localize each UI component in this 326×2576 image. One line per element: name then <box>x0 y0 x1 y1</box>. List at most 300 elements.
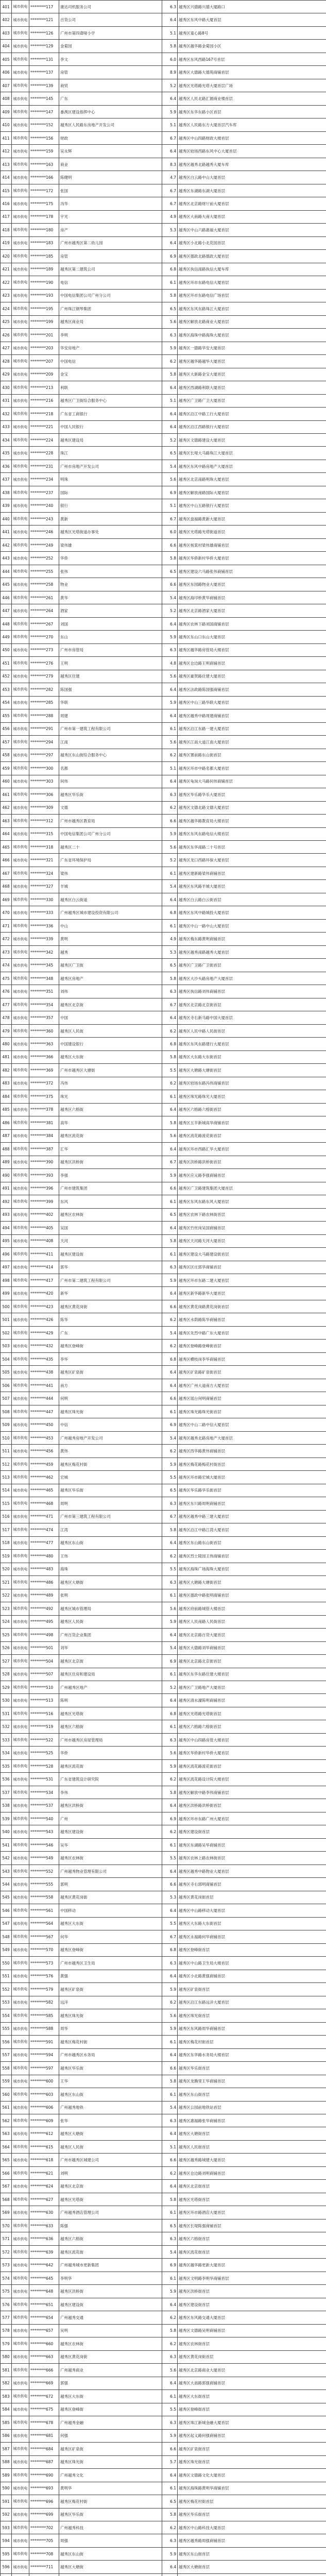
category-cell: 城市供电 <box>12 2193 29 2206</box>
account-id-cell: ********441 <box>29 1379 59 1392</box>
table-row <box>1 302 326 315</box>
row-number: 539 <box>1 1812 12 1825</box>
row-number: 569 <box>1 2206 12 2219</box>
address-cell: 越秀区江南大道江南大厦首层 <box>178 736 326 749</box>
account-id-cell: ********276 <box>29 657 59 670</box>
table-row <box>1 749 326 761</box>
capacity-cell: 5.6 <box>162 736 178 749</box>
table-row <box>1 118 326 131</box>
address-cell: 越秀区洪桥路洪桥街首层 <box>178 1799 326 1812</box>
customer-name-cell: 刘华 <box>59 1641 162 1654</box>
customer-name-cell: 江南 <box>59 736 162 749</box>
account-id-cell: ********183 <box>29 236 59 249</box>
table-row <box>1 1773 326 1786</box>
category-cell: 城市供电 <box>12 2455 29 2468</box>
address-cell: 越秀区光塔路光塔街道首层 <box>178 526 326 538</box>
table-row <box>1 2311 326 2324</box>
capacity-cell: 6.1 <box>162 2272 178 2284</box>
address-cell: 越秀区童心路8号 <box>178 26 326 39</box>
account-id-cell: ********633 <box>29 2219 59 2232</box>
account-id-cell: ********513 <box>29 1694 59 1707</box>
address-cell: 越秀区豪贤路住建大厦首层 <box>178 670 326 683</box>
table-row <box>1 250 326 263</box>
capacity-cell: 6.1 <box>162 722 178 735</box>
category-cell: 城市供电 <box>12 158 29 171</box>
address-cell: 越秀区越秀中路物业大厦首层 <box>178 1865 326 1877</box>
address-cell: 越秀区长堤大马路珠江大厦首层 <box>178 447 326 460</box>
row-number: 422 <box>1 276 12 289</box>
row-number: 514 <box>1 1484 12 1497</box>
address-cell: 越秀区建设六马路张伟商铺首层 <box>178 565 326 578</box>
category-cell: 城市供电 <box>12 2495 29 2508</box>
category-cell: 城市供电 <box>12 985 29 998</box>
capacity-cell: 6.4 <box>162 1379 178 1392</box>
table-row <box>1 1759 326 1772</box>
category-cell: 城市供电 <box>12 408 29 420</box>
row-number: 515 <box>1 1497 12 1510</box>
row-number <box>1 2573 12 2576</box>
address-cell: 越秀区德政北路德政大厦首层 <box>178 250 326 263</box>
row-number: 487 <box>1 1129 12 1142</box>
category-cell: 城市供电 <box>12 276 29 289</box>
capacity-cell: 4.9 <box>162 210 178 223</box>
account-id-cell: ********288 <box>29 709 59 722</box>
address-cell: 越秀区应元路李强商铺首层 <box>178 1169 326 1182</box>
capacity-cell: 6.1 <box>162 1668 178 1681</box>
customer-name-cell: 文德 <box>59 801 162 814</box>
address-cell: 越秀区越华路越华大厦首层 <box>178 355 326 368</box>
table-row <box>1 224 326 236</box>
customer-name-cell: 金宝 <box>59 368 162 381</box>
account-id-cell: ********492 <box>29 1602 59 1615</box>
customer-name-cell: 越秀区东山街 <box>59 1536 162 1549</box>
capacity-cell: 6.4 <box>162 709 178 722</box>
address-cell: 越秀区黄花岗街首层 <box>178 1891 326 1904</box>
capacity-cell: 6.2 <box>162 1077 178 1090</box>
account-id-cell: ********456 <box>29 1445 59 1458</box>
account-id-cell: ********639 <box>29 2245 59 2258</box>
address-cell: 越秀区人民南路人民街首层 <box>178 1615 326 1628</box>
address-cell: 越秀区惠福路张华商铺首层 <box>178 2114 326 2127</box>
account-id-cell: ********315 <box>29 827 59 840</box>
row-number: 542 <box>1 1852 12 1865</box>
customer-name-cell: 名都 <box>59 762 162 775</box>
account-id-cell: ********654 <box>29 2311 59 2324</box>
capacity-cell: 6.2 <box>162 1445 178 1458</box>
customer-name-cell: 远洋 <box>59 1996 162 2009</box>
row-number: 466 <box>1 854 12 867</box>
address-cell: 越秀区较场东路冯伟商铺首层 <box>178 1077 326 1090</box>
customer-name-cell: 周明 <box>59 1497 162 1510</box>
row-number: 407 <box>1 79 12 92</box>
category-cell: 城市供电 <box>12 775 29 788</box>
customer-name-cell: 宇光 <box>59 210 162 223</box>
table-row <box>1 1930 326 1943</box>
account-id-cell: ********582 <box>29 1996 59 2009</box>
category-cell: 城市供电 <box>12 53 29 65</box>
address-cell: 越秀区长堤陈强商铺首层 <box>178 2219 326 2232</box>
address-cell: 越秀区人民北路汇源商业楼首层 <box>178 92 326 105</box>
address-cell: 越秀区北京路北京街首层 <box>178 998 326 1011</box>
capacity-cell: 6.4 <box>162 1143 178 1156</box>
address-cell: 越秀区珠光路珠光大厦首层 <box>178 1090 326 1103</box>
account-id-cell: ********510 <box>29 1681 59 1694</box>
category-cell: 城市供电 <box>12 1208 29 1221</box>
category-cell: 城市供电 <box>12 643 29 656</box>
account-id-cell: ********180 <box>29 224 59 236</box>
customer-name-cell: 华侨 <box>59 1747 162 1759</box>
address-cell: 越秀区越华路教育局大楼首层 <box>178 815 326 827</box>
customer-name-cell: 陈强 <box>59 2219 162 2232</box>
customer-name-cell: 越秀区梅花村街 <box>59 2036 162 2048</box>
row-number: 442 <box>1 538 12 551</box>
capacity-cell: 5.8 <box>162 2324 178 2337</box>
capacity-cell: 5.8 <box>162 1786 178 1799</box>
category-cell: 城市供电 <box>12 1707 29 1720</box>
address-cell: 越秀区珠江新城金融大厦首层 <box>178 2416 326 2429</box>
table-row <box>1 66 326 79</box>
address-cell: 越秀区中山二路中信大厦首层 <box>178 1418 326 1431</box>
table-row <box>1 394 326 407</box>
customer-name-cell: 越秀区建设局 <box>59 433 162 446</box>
address-cell: 越秀区环市路宏城大厦首层 <box>178 1471 326 1484</box>
customer-name-cell: 越秀区登峰街 <box>59 1943 162 1956</box>
row-number: 480 <box>1 1038 12 1050</box>
capacity-cell: 4.8 <box>162 657 178 670</box>
table-row <box>1 342 326 354</box>
address-cell: 越秀区竹丝岗吴国商铺首层 <box>178 1222 326 1234</box>
address-cell: 越秀区杨箕村梁伟雄商铺首层 <box>178 538 326 551</box>
customer-name-cell: 越秀区光塔街道办事处 <box>59 526 162 538</box>
customer-name-cell: 王明 <box>59 657 162 670</box>
table-row <box>1 1458 326 1470</box>
account-id-cell: ********121 <box>29 13 59 26</box>
customer-name-cell: 广州越秀区地产 <box>59 1681 162 1694</box>
row-number: 513 <box>1 1471 12 1484</box>
category-cell: 城市供电 <box>12 2154 29 2166</box>
table-row <box>1 2166 326 2179</box>
row-number: 494 <box>1 1222 12 1234</box>
capacity-cell: 6.4 <box>162 408 178 420</box>
address-cell: 越秀区农林上路农林街首层 <box>178 1852 326 1865</box>
address-cell: 越秀区广卫路地产大厦首层 <box>178 1681 326 1694</box>
category-cell: 城市供电 <box>12 1156 29 1168</box>
row-number: 575 <box>1 2285 12 2298</box>
account-id-cell: ********126 <box>29 26 59 39</box>
capacity-cell: 6.3 <box>162 1733 178 1746</box>
account-id-cell: ********234 <box>29 473 59 486</box>
table-row <box>1 670 326 683</box>
address-cell: 越秀区黄花岗街首层 <box>178 2350 326 2363</box>
category-cell: 城市供电 <box>12 1300 29 1313</box>
row-number: 576 <box>1 2298 12 2311</box>
capacity-cell: 6.4 <box>162 420 178 433</box>
row-number: 508 <box>1 1405 12 1418</box>
address-cell: 越秀区海珠路黄明华商铺首层 <box>178 2482 326 2495</box>
account-id-cell: ********480 <box>29 1550 59 1563</box>
row-number: 426 <box>1 329 12 342</box>
table-row <box>1 1615 326 1628</box>
capacity-cell: 5.2 <box>162 79 178 92</box>
table-row <box>1 1563 326 1575</box>
table-row <box>1 473 326 486</box>
table-row <box>1 565 326 578</box>
capacity-cell: 5.2 <box>162 854 178 867</box>
row-number: 478 <box>1 1011 12 1024</box>
category-cell: 城市供电 <box>12 1878 29 1891</box>
capacity-cell: 6.6 <box>162 2154 178 2166</box>
category-cell: 城市供电 <box>12 1182 29 1195</box>
account-id-cell: ********255 <box>29 565 59 578</box>
category-cell: 城市供电 <box>12 250 29 263</box>
customer-name-cell: 越秀区矿泉街 <box>59 1983 162 1996</box>
customer-name-cell: 越秀区大东街 <box>59 2390 162 2403</box>
table-row <box>1 2193 326 2206</box>
capacity-cell: 6.2 <box>162 1773 178 1786</box>
customer-name-cell: 张伟 <box>59 565 162 578</box>
customer-name-cell: 珠光 <box>59 1090 162 1103</box>
table-row <box>1 420 326 433</box>
address-cell: 越秀区梅花村街首层 <box>178 2495 326 2508</box>
capacity-cell: 6.3 <box>162 1497 178 1510</box>
capacity-cell: 5.1 <box>162 394 178 407</box>
customer-name-cell: 越秀区六榕街 <box>59 2232 162 2245</box>
table-row <box>1 1445 326 1458</box>
account-id-cell: ********300 <box>29 762 59 775</box>
row-number: 549 <box>1 1943 12 1956</box>
capacity-cell: 6.1 <box>162 867 178 879</box>
capacity-cell: 6.2 <box>162 1313 178 1326</box>
account-id-cell: ********621 <box>29 2166 59 2179</box>
capacity-cell: 6.4 <box>162 1629 178 1641</box>
capacity-cell: 6.5 <box>162 2495 178 2508</box>
customer-name-cell: 广州市越秀区房屋管理局 <box>59 1733 162 1746</box>
row-number: 477 <box>1 998 12 1011</box>
capacity-cell: 6.4 <box>162 1103 178 1116</box>
customer-name-cell: 南方 <box>59 1379 162 1392</box>
address-cell: 越秀区天河路天河大厦首层 <box>178 1234 326 1247</box>
table-row <box>1 617 326 630</box>
address-cell: 越秀区越华路更新大厦首层 <box>178 2259 326 2272</box>
row-number: 434 <box>1 433 12 446</box>
account-id-cell: ********705 <box>29 2534 59 2547</box>
category-cell: 城市供电 <box>12 1103 29 1116</box>
row-number: 481 <box>1 1050 12 1063</box>
category-cell: 城市供电 <box>12 959 29 972</box>
address-cell: 越秀区六榕路六榕街首层 <box>178 1720 326 1733</box>
row-number: 574 <box>1 2272 12 2284</box>
address-cell: 越秀区大新路金宝大厦首层 <box>178 368 326 381</box>
table-row <box>1 1090 326 1103</box>
capacity-cell: 6.4 <box>162 1865 178 1877</box>
table-row <box>1 105 326 118</box>
category-cell: 城市供电 <box>12 381 29 394</box>
category-cell: 城市供电 <box>12 145 29 158</box>
customer-name-cell: 刘国 <box>59 617 162 630</box>
table-row <box>1 1668 326 1681</box>
address-cell: 越秀区广卫路建筑集团大厦首层 <box>178 1182 326 1195</box>
row-number: 493 <box>1 1208 12 1221</box>
account-id-cell: ********348 <box>29 972 59 985</box>
address-cell: 越秀区仓边路刘明商铺首层 <box>178 2166 326 2179</box>
address-cell: 越秀区东风中路大厦首层 <box>178 13 326 26</box>
customer-name-cell: 明珠 <box>59 473 162 486</box>
capacity-cell: 5.1 <box>162 118 178 131</box>
capacity-cell: 6.5 <box>162 2219 178 2232</box>
table-row <box>1 2245 326 2258</box>
table-row <box>1 919 326 932</box>
customer-name-cell: 金菊园 <box>59 40 162 53</box>
address-cell: 越秀区流花路设计院大楼首层 <box>178 1773 326 1786</box>
row-number: 507 <box>1 1392 12 1405</box>
category-cell: 城市供电 <box>12 302 29 315</box>
category-cell: 城市供电 <box>12 1983 29 1996</box>
table-row <box>1 2561 326 2573</box>
account-id-cell: ********309 <box>29 801 59 814</box>
customer-name-cell: 海珠 <box>59 1563 162 1575</box>
account-id-cell: ********381 <box>29 1116 59 1129</box>
customer-name-cell: 广州越秀文化 <box>59 2469 162 2482</box>
customer-name-cell: 东山 <box>59 631 162 643</box>
row-number: 509 <box>1 1418 12 1431</box>
address-cell: 越秀区建设街首层 <box>178 2298 326 2311</box>
capacity-cell: 6.8 <box>162 1038 178 1050</box>
row-number: 449 <box>1 631 12 643</box>
category-cell: 城市供电 <box>12 289 29 302</box>
row-number: 586 <box>1 2429 12 2442</box>
row-number: 504 <box>1 1352 12 1365</box>
capacity-cell: 6.0 <box>162 526 178 538</box>
customer-name-cell: 商贸 <box>59 79 162 92</box>
row-number: 419 <box>1 236 12 249</box>
customer-name-cell: 房管 <box>59 250 162 263</box>
address-cell: 越秀区执信路刘伟商铺首层 <box>178 985 326 998</box>
address-cell: 越秀区文德路文化大厦首层 <box>178 2469 326 2482</box>
capacity-cell: 6.8 <box>162 1707 178 1720</box>
capacity-cell: 6.6 <box>162 1878 178 1891</box>
capacity-cell: 6.8 <box>162 1352 178 1365</box>
address-cell: 越秀区公园前地铁站首层 <box>178 2101 326 2114</box>
table-row <box>1 1536 326 1549</box>
customer-name-cell: 越秀区东山街 <box>59 2547 162 2560</box>
category-cell: 城市供电 <box>12 1024 29 1037</box>
table-row <box>1 2154 326 2166</box>
row-number: 533 <box>1 1733 12 1746</box>
capacity-cell: 6.7 <box>162 1510 178 1523</box>
address-cell: 越秀区起义路何强商铺首层 <box>178 2429 326 2442</box>
account-id-cell: ********483 <box>29 1563 59 1575</box>
table-row <box>1 1484 326 1497</box>
account-id-cell: ********363 <box>29 1038 59 1050</box>
customer-name-cell: 越秀区流花街 <box>59 1759 162 1772</box>
capacity-cell: 6.4 <box>162 2048 178 2061</box>
address-cell: 越秀区六榕街首层 <box>178 2232 326 2245</box>
table-row <box>1 1024 326 1037</box>
customer-name-cell: 陈明 <box>59 1694 162 1707</box>
account-id-cell: ********369 <box>29 1064 59 1077</box>
table-row <box>1 722 326 735</box>
row-number: 429 <box>1 368 12 381</box>
table-row <box>1 1222 326 1234</box>
table-row <box>1 1208 326 1221</box>
capacity-cell: 5.4 <box>162 880 178 893</box>
address-cell: 越秀区登峰街首层 <box>178 1943 326 1956</box>
customer-name-cell: 广东 <box>59 92 162 105</box>
category-cell: 城市供电 <box>12 2350 29 2363</box>
capacity-cell: 5.9 <box>162 2285 178 2298</box>
capacity-cell: 6.4 <box>162 2180 178 2193</box>
category-cell: 城市供电 <box>12 945 29 958</box>
row-number: 560 <box>1 2088 12 2101</box>
category-cell: 城市供电 <box>12 657 29 670</box>
account-id-cell: ********501 <box>29 1641 59 1654</box>
table-row <box>1 1878 326 1891</box>
table-row <box>1 329 326 342</box>
capacity-cell: 6.4 <box>162 92 178 105</box>
table-row <box>1 381 326 394</box>
row-number: 421 <box>1 263 12 276</box>
account-id-cell: ********345 <box>29 959 59 972</box>
table-row <box>1 2337 326 2350</box>
capacity-cell: 5.5 <box>162 1852 178 1865</box>
account-id-cell: ********166 <box>29 171 59 184</box>
table-row <box>1 1576 326 1589</box>
row-number: 554 <box>1 2009 12 2022</box>
address-cell: 越秀区大南路大南大厦首层 <box>178 210 326 223</box>
row-number: 562 <box>1 2114 12 2127</box>
customer-name-cell: 越秀区房地产 <box>59 972 162 985</box>
capacity-cell: 6.4 <box>162 381 178 394</box>
category-cell: 城市供电 <box>12 1602 29 1615</box>
account-id-cell: ********579 <box>29 1983 59 1996</box>
row-number: 457 <box>1 736 12 749</box>
account-id-cell: ********651 <box>29 2298 59 2311</box>
row-number: 563 <box>1 2127 12 2140</box>
customer-name-cell: 中山 <box>59 919 162 932</box>
table-row <box>1 1799 326 1812</box>
category-cell: 城市供电 <box>12 1536 29 1549</box>
row-number: 413 <box>1 158 12 171</box>
customer-name-cell: 冯华 <box>59 197 162 210</box>
address-cell: 越秀区越秀路城建大厦首层 <box>178 2154 326 2166</box>
capacity-cell: 5.9 <box>162 1615 178 1628</box>
category-cell: 城市供电 <box>12 1366 29 1379</box>
category-cell: 城市供电 <box>12 591 29 604</box>
category-cell: 城市供电 <box>12 552 29 565</box>
table-row <box>1 433 326 446</box>
capacity-cell: 6.8 <box>162 906 178 919</box>
category-cell <box>12 2573 29 2576</box>
address-cell: 越秀区中山五路银行大厦首层 <box>178 499 326 512</box>
account-id-cell: ********693 <box>29 2482 59 2495</box>
row-number: 463 <box>1 815 12 827</box>
category-cell: 城市供电 <box>12 1458 29 1470</box>
account-id-cell: ********612 <box>29 2127 59 2140</box>
account-id-cell: ********321 <box>29 854 59 867</box>
table-row <box>1 2114 326 2127</box>
address-cell: 越秀区小北路黄强商铺首层 <box>178 1970 326 1982</box>
customer-name-cell: 越秀区东山街综合服务中心 <box>59 749 162 761</box>
account-id-cell: ********185 <box>29 250 59 263</box>
account-id-cell: ********209 <box>29 368 59 381</box>
address-cell: 越秀区梅东路黄明商铺首层 <box>178 933 326 945</box>
customer-name-cell: 越秀区洪桥街 <box>59 1156 162 1168</box>
account-id-cell: ********129 <box>29 40 59 53</box>
capacity-cell: 5.8 <box>162 289 178 302</box>
account-id-cell: ********216 <box>29 394 59 407</box>
category-cell: 城市供电 <box>12 1038 29 1050</box>
category-cell: 城市供电 <box>12 683 29 696</box>
